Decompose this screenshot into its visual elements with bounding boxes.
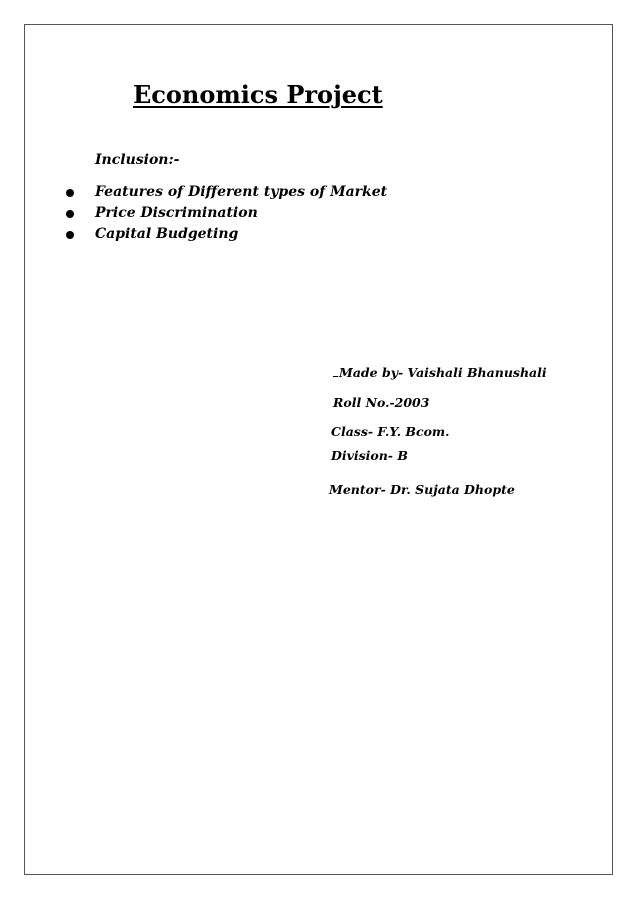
bullet-icon	[66, 231, 74, 239]
list-item	[66, 204, 387, 225]
bullet-icon	[66, 189, 74, 197]
made-by-line	[333, 365, 547, 380]
class-line: Class- F.Y. Bcom.	[331, 424, 450, 439]
mentor-line: Mentor- Dr. Sujata Dhopte	[329, 482, 515, 497]
division-line: Division- B	[331, 448, 408, 463]
underscore-mark	[333, 376, 338, 377]
bullet-icon	[66, 210, 74, 218]
topics-list	[66, 183, 387, 246]
topic-label: Features of Different types of Market	[95, 184, 388, 200]
inclusion-label: Inclusion:-	[95, 152, 180, 168]
document-title: Economics Project	[133, 80, 383, 109]
made-by-text: Made by- Vaishali Bhanushali	[339, 365, 547, 380]
list-item	[66, 183, 387, 204]
roll-number-line: Roll No.-2003	[333, 395, 430, 410]
topic-label: Capital Budgeting	[95, 226, 239, 242]
list-item	[66, 225, 387, 246]
topic-label: Price Discrimination	[95, 205, 258, 221]
